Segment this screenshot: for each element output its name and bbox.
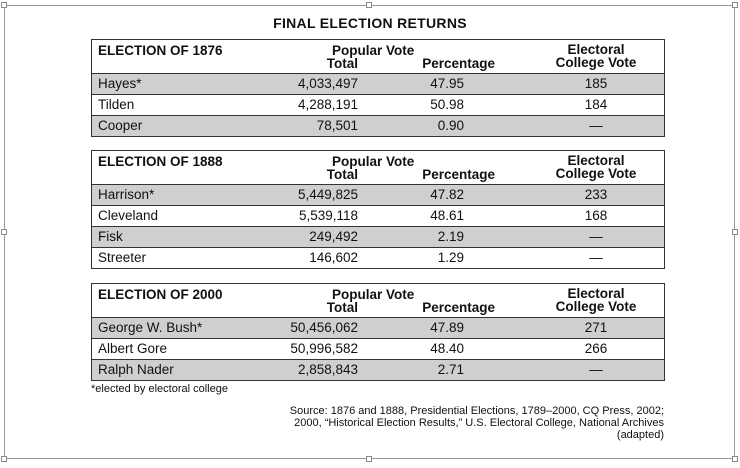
electoral-votes: — <box>589 362 603 377</box>
vote-percentage: 2.71 <box>437 362 464 377</box>
electoral-header-line2: College Vote <box>555 166 637 181</box>
election-name: ELECTION OF 1876 <box>98 43 223 58</box>
candidate-name: Tilden <box>98 97 135 112</box>
total-header: Total <box>326 167 358 182</box>
electoral-votes: 271 <box>584 320 608 335</box>
popular-vote-header: Popular Vote <box>332 154 415 169</box>
candidate-name: Streeter <box>98 250 147 265</box>
resize-handle-top-left[interactable] <box>1 2 7 8</box>
vote-percentage: 48.61 <box>430 208 464 223</box>
table-header <box>92 284 664 317</box>
electoral-header-line1: Electoral <box>567 286 625 301</box>
page-title: FINAL ELECTION RETURNS <box>273 15 467 31</box>
table-row <box>92 184 664 205</box>
election-table-1888 <box>91 150 665 269</box>
resize-handle-bottom-center[interactable] <box>366 456 372 462</box>
table-row <box>92 338 664 359</box>
source-line: (adapted) <box>616 429 664 441</box>
percentage-header: Percentage <box>422 167 495 182</box>
vote-total: 4,288,191 <box>297 97 358 112</box>
table-row <box>92 247 664 268</box>
source-citation <box>144 405 664 441</box>
vote-percentage: 47.95 <box>430 76 464 91</box>
election-name: ELECTION OF 2000 <box>98 287 223 302</box>
election-table-2000 <box>91 283 665 381</box>
popular-vote-header: Popular Vote <box>332 287 415 302</box>
electoral-votes: 233 <box>584 187 608 202</box>
resize-handle-middle-left[interactable] <box>1 229 7 235</box>
resize-handle-bottom-left[interactable] <box>1 456 7 462</box>
total-header: Total <box>326 56 358 71</box>
total-header: Total <box>326 300 358 315</box>
candidate-name: Albert Gore <box>98 341 168 356</box>
electoral-header-line1: Electoral <box>567 153 625 168</box>
table-row <box>92 73 664 94</box>
vote-percentage: 2.19 <box>437 229 464 244</box>
vote-percentage: 1.29 <box>437 250 464 265</box>
electoral-header <box>542 287 650 313</box>
vote-total: 50,996,582 <box>290 341 358 356</box>
electoral-header-line2: College Vote <box>555 299 637 314</box>
table-row <box>92 115 664 136</box>
vote-total: 146,602 <box>309 250 358 265</box>
electoral-votes: 184 <box>584 97 608 112</box>
table-header <box>92 151 664 184</box>
electoral-header-line2: College Vote <box>555 55 637 70</box>
vote-percentage: 50.98 <box>430 97 464 112</box>
vote-percentage: 47.82 <box>430 187 464 202</box>
electoral-votes: — <box>589 229 603 244</box>
percentage-header: Percentage <box>422 300 495 315</box>
candidate-name: Harrison* <box>98 187 155 202</box>
candidate-name: Ralph Nader <box>98 362 174 377</box>
candidate-name: Hayes* <box>98 76 142 91</box>
vote-percentage: 47.89 <box>430 320 464 335</box>
vote-total: 2,858,843 <box>297 362 358 377</box>
vote-total: 249,492 <box>309 229 358 244</box>
table-row <box>92 317 664 338</box>
table-row <box>92 205 664 226</box>
source-line: Source: 1876 and 1888, Presidential Elections, 1789–2000, CQ Press, 2002; <box>289 405 664 417</box>
table-row <box>92 359 664 380</box>
vote-total: 5,539,118 <box>298 208 358 223</box>
vote-percentage: 48.40 <box>430 341 464 356</box>
electoral-votes: 185 <box>584 76 608 91</box>
candidate-name: George W. Bush* <box>98 320 203 335</box>
electoral-votes: 168 <box>584 208 608 223</box>
footnote: *elected by electoral college <box>91 383 228 395</box>
electoral-header <box>542 43 650 69</box>
resize-handle-top-center[interactable] <box>366 2 372 8</box>
vote-total: 5,449,825 <box>297 187 358 202</box>
candidate-name: Cleveland <box>98 208 159 223</box>
vote-total: 78,501 <box>316 118 358 133</box>
percentage-header: Percentage <box>422 56 495 71</box>
vote-percentage: 0.90 <box>437 118 464 133</box>
election-table-1876 <box>91 39 665 137</box>
electoral-votes: — <box>589 250 603 265</box>
popular-vote-header: Popular Vote <box>332 43 415 58</box>
electoral-header <box>542 154 650 180</box>
table-row <box>92 226 664 247</box>
table-row <box>92 94 664 115</box>
electoral-votes: 266 <box>584 341 608 356</box>
candidate-name: Cooper <box>98 118 143 133</box>
election-name: ELECTION OF 1888 <box>98 154 223 169</box>
resize-handle-middle-right[interactable] <box>732 229 738 235</box>
electoral-header-line1: Electoral <box>567 42 625 57</box>
vote-total: 50,456,062 <box>290 320 358 335</box>
candidate-name: Fisk <box>98 229 123 244</box>
source-line: 2000, “Historical Election Results,” U.S. Electoral College, National Archives <box>294 417 664 429</box>
electoral-votes: — <box>589 118 603 133</box>
resize-handle-bottom-right[interactable] <box>732 456 738 462</box>
table-header <box>92 40 664 73</box>
resize-handle-top-right[interactable] <box>732 2 738 8</box>
vote-total: 4,033,497 <box>297 76 358 91</box>
